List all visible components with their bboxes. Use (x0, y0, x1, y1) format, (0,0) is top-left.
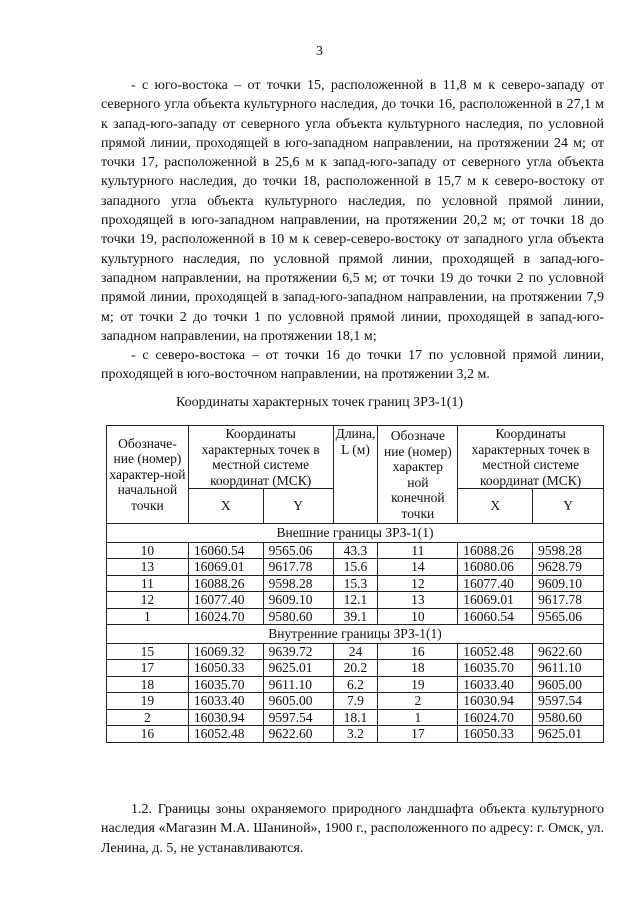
table-row (107, 559, 604, 576)
cell-y-end: 9622.60 (533, 643, 604, 660)
section-row (107, 625, 604, 644)
cell-end-point: 1 (378, 709, 458, 726)
section-title: Внешние границы ЗРЗ-1(1) (107, 524, 604, 543)
page-number: 3 (316, 44, 323, 59)
cell-end-point: 2 (378, 693, 458, 710)
cell-x-end: 16030.94 (458, 693, 533, 710)
coordinates-table (106, 425, 604, 743)
section-row (107, 524, 604, 543)
cell-start-point: 11 (107, 575, 189, 592)
table-row (107, 693, 604, 710)
cell-y-end: 9611.10 (533, 660, 604, 677)
cell-x-start: 16035.70 (188, 676, 263, 693)
cell-start-point: 1 (107, 608, 189, 625)
cell-y-end: 9598.28 (533, 542, 604, 559)
cell-end-point: 16 (378, 643, 458, 660)
header-x-end: X (458, 489, 533, 524)
cell-x-start: 16077.40 (188, 592, 263, 609)
cell-y-start: 9597.54 (263, 709, 333, 726)
table-caption: Координаты характерных точек границ ЗРЗ-1(1) (175, 395, 464, 410)
cell-y-end: 9625.01 (533, 726, 604, 743)
cell-x-start: 16060.54 (188, 542, 263, 559)
cell-length: 3.2 (333, 726, 378, 743)
table-row (107, 592, 604, 609)
cell-x-start: 16033.40 (188, 693, 263, 710)
table-row (107, 709, 604, 726)
cell-y-start: 9617.78 (263, 559, 333, 576)
cell-x-end: 16024.70 (458, 709, 533, 726)
cell-end-point: 12 (378, 575, 458, 592)
cell-x-end: 16060.54 (458, 608, 533, 625)
table-body (107, 426, 604, 743)
header-coords-start: Координаты характерных точек в местной системе координат (МСК) (188, 426, 333, 489)
table-row (107, 643, 604, 660)
cell-x-end: 16035.70 (458, 660, 533, 677)
cell-start-point: 12 (107, 592, 189, 609)
cell-length: 15.6 (333, 559, 378, 576)
table-row (107, 726, 604, 743)
header-start-point: Обозначе-ние (номер) характер-ной начальной точки (107, 426, 189, 524)
section-title: Внутренние границы ЗРЗ-1(1) (107, 625, 604, 644)
cell-end-point: 17 (378, 726, 458, 743)
cell-length: 43.3 (333, 542, 378, 559)
cell-length: 6.2 (333, 676, 378, 693)
body-text (101, 76, 604, 385)
cell-x-end: 16052.48 (458, 643, 533, 660)
cell-x-start: 16050.33 (188, 660, 263, 677)
cell-y-end: 9565.06 (533, 608, 604, 625)
cell-end-point: 13 (378, 592, 458, 609)
paragraph-1-2: 1.2. Границы зоны охраняемого природного ландшафта объекта культурного наследия «Магазин М.А. Шаниной», 1900 г., расположенного по адресу: г. Омск, ул. Ленина, д. 5, не устанавливаются. (101, 802, 604, 856)
header-x-start: X (188, 489, 263, 524)
cell-end-point: 11 (378, 542, 458, 559)
cell-start-point: 15 (107, 643, 189, 660)
cell-y-start: 9625.01 (263, 660, 333, 677)
closing-text (101, 800, 604, 858)
table-row (107, 542, 604, 559)
header-y-end: Y (533, 489, 604, 524)
cell-x-start: 16030.94 (188, 709, 263, 726)
table-header-row (107, 426, 604, 489)
cell-start-point: 19 (107, 693, 189, 710)
header-end-point: Обозначе ние (номер) характер ной конечной точки (378, 426, 458, 524)
cell-y-start: 9598.28 (263, 575, 333, 592)
cell-x-end: 16069.01 (458, 592, 533, 609)
cell-x-end: 16050.33 (458, 726, 533, 743)
cell-x-end: 16080.06 (458, 559, 533, 576)
table-row (107, 575, 604, 592)
cell-length: 15.3 (333, 575, 378, 592)
cell-y-end: 9609.10 (533, 575, 604, 592)
paragraph-southeast: - с юго-востока – от точки 15, расположенной в 11,8 м к северо-западу от северного угла объекта культурного наследия, до точки 16, расположенной в 27,1 м к запад-юго-западу от северного угла объекта культурного наследия, по условной прямой линии, проходящей в юго-западном направлении, на протяжении 24 м; от точки 17, расположенной в 25,6 м к запад-юго-западу от северного угла объекта культурного наследия, до точки 18, расположенной в 15,7 м к северо-востоку от западного угла объекта культурного наследия, по условной прямой линии, проходящей в юго-западном направлении, на протяжении 20,2 м; от точки 18 до точки 19, расположенной в 10 м к север-северо-востоку от западного угла объекта культурного наследия, по условной прямой линии, проходящей в запад-юго-западном направлении, на протяжении 6,5 м; от точки 19 до точки 2 по условной прямой линии, проходящей в запад-юго-западном направлении, на протяжении 7,9 м; от точки 2 до точки 1 по условной прямой линии, проходящей в запад-юго-западном направлении, на протяжении 18,1 м; (101, 78, 604, 344)
table-row (107, 608, 604, 625)
paragraph-northeast: - с северо-востока – от точки 16 до точки 17 по условной прямой линии, проходящей в юго-восточном направлении, на протяжении 3,2 м. (101, 348, 604, 383)
cell-x-start: 16052.48 (188, 726, 263, 743)
cell-y-start: 9611.10 (263, 676, 333, 693)
cell-y-end: 9605.00 (533, 676, 604, 693)
cell-y-start: 9609.10 (263, 592, 333, 609)
header-length: Длина, L (м) (333, 426, 378, 524)
cell-length: 12.1 (333, 592, 378, 609)
cell-start-point: 2 (107, 709, 189, 726)
cell-start-point: 17 (107, 660, 189, 677)
cell-y-end: 9580.60 (533, 709, 604, 726)
header-y-start: Y (263, 489, 333, 524)
cell-length: 24 (333, 643, 378, 660)
cell-end-point: 19 (378, 676, 458, 693)
cell-length: 18.1 (333, 709, 378, 726)
cell-end-point: 14 (378, 559, 458, 576)
cell-start-point: 16 (107, 726, 189, 743)
cell-y-end: 9597.54 (533, 693, 604, 710)
cell-y-end: 9617.78 (533, 592, 604, 609)
cell-x-end: 16088.26 (458, 542, 533, 559)
cell-y-start: 9605.00 (263, 693, 333, 710)
cell-y-start: 9639.72 (263, 643, 333, 660)
header-coords-end: Координаты характерных точек в местной системе координат (МСК) (458, 426, 604, 489)
cell-y-end: 9628.79 (533, 559, 604, 576)
cell-start-point: 18 (107, 676, 189, 693)
cell-y-start: 9565.06 (263, 542, 333, 559)
cell-x-start: 16088.26 (188, 575, 263, 592)
cell-y-start: 9622.60 (263, 726, 333, 743)
table-row (107, 660, 604, 677)
cell-length: 20.2 (333, 660, 378, 677)
cell-x-start: 16024.70 (188, 608, 263, 625)
cell-length: 39.1 (333, 608, 378, 625)
cell-length: 7.9 (333, 693, 378, 710)
cell-end-point: 10 (378, 608, 458, 625)
cell-x-start: 16069.01 (188, 559, 263, 576)
table-row (107, 676, 604, 693)
cell-y-start: 9580.60 (263, 608, 333, 625)
cell-x-end: 16077.40 (458, 575, 533, 592)
cell-start-point: 10 (107, 542, 189, 559)
cell-end-point: 18 (378, 660, 458, 677)
cell-start-point: 13 (107, 559, 189, 576)
cell-x-end: 16033.40 (458, 676, 533, 693)
cell-x-start: 16069.32 (188, 643, 263, 660)
